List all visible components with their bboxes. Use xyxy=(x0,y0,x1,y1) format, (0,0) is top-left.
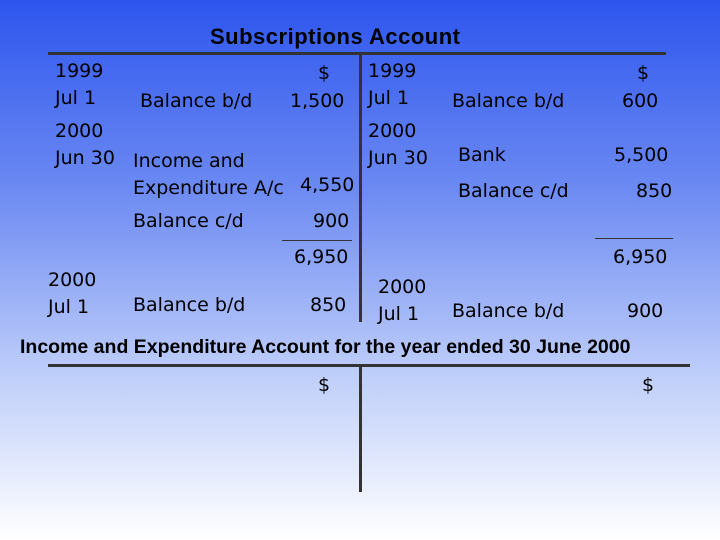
right-desc-balance-cd: Balance c/d xyxy=(458,180,569,202)
right-desc-balance-bd-b: Balance b/d xyxy=(452,300,565,322)
left-amount-900: 900 xyxy=(313,210,350,232)
right-total-line xyxy=(595,238,673,239)
right-desc-balance-bd: Balance b/d xyxy=(452,90,565,112)
left-total-line xyxy=(282,240,352,241)
left-desc-balance-bd: Balance b/d xyxy=(140,90,253,112)
left-total: 6,950 xyxy=(294,246,349,268)
right-amount-600: 600 xyxy=(622,90,659,112)
right-amount-900: 900 xyxy=(627,300,664,322)
left-year-2000-b: 2000 xyxy=(48,269,97,291)
right-amount-5500: 5,500 xyxy=(614,144,669,166)
right-date-jul1-b: Jul 1 xyxy=(378,303,420,325)
subscriptions-divider xyxy=(359,52,362,322)
right-amount-850: 850 xyxy=(636,180,673,202)
left-year-1999: 1999 xyxy=(55,60,104,82)
right-currency: $ xyxy=(637,62,650,84)
ie-top-line xyxy=(48,364,690,367)
left-amount-850: 850 xyxy=(310,294,347,316)
left-amount-4550: 4,550 xyxy=(300,174,355,196)
ie-left-currency: $ xyxy=(318,374,331,396)
left-desc-balance-cd: Balance c/d xyxy=(133,210,244,232)
right-year-2000: 2000 xyxy=(368,120,417,142)
right-total: 6,950 xyxy=(613,246,668,268)
right-date-jul1: Jul 1 xyxy=(368,87,410,109)
right-year-1999: 1999 xyxy=(368,60,417,82)
ie-divider xyxy=(359,364,362,492)
left-desc-expenditure: Expenditure A/c xyxy=(133,177,284,199)
left-year-2000: 2000 xyxy=(55,120,104,142)
left-desc-balance-bd-b: Balance b/d xyxy=(133,294,246,316)
ie-right-currency: $ xyxy=(642,374,655,396)
right-desc-bank: Bank xyxy=(458,144,506,166)
left-currency: $ xyxy=(318,62,331,84)
left-amount-1500: 1,500 xyxy=(290,90,345,112)
left-date-jul1: Jul 1 xyxy=(55,87,97,109)
ie-account-title: Income and Expenditure Account for the year ended 30 June 2000 xyxy=(20,336,631,358)
right-date-jun30: Jun 30 xyxy=(368,147,428,169)
subscriptions-account-title: Subscriptions Account xyxy=(210,24,461,49)
left-date-jul1-b: Jul 1 xyxy=(48,296,90,318)
right-year-2000-b: 2000 xyxy=(378,276,427,298)
subscriptions-top-line xyxy=(48,52,666,55)
left-desc-income-and: Income and xyxy=(133,150,245,172)
left-date-jun30: Jun 30 xyxy=(55,147,115,169)
